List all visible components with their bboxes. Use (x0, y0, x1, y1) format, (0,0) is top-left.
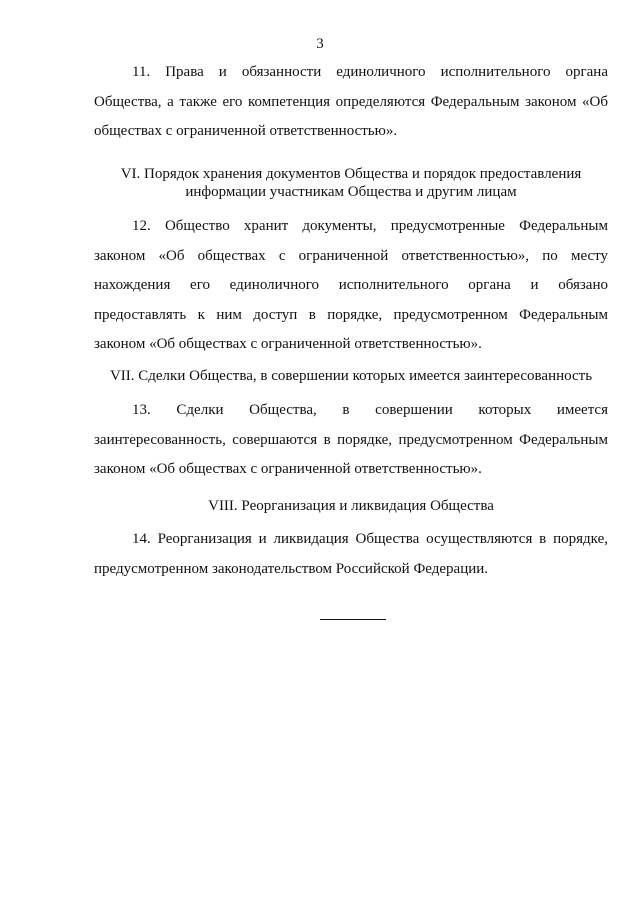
paragraph-11: 11. Права и обязанности единоличного исполнительного органа Общества, а также его компетенция определяются Федеральным законом «Об обществах с ограниченной ответственностью». (94, 64, 608, 139)
section-heading-vii: VII. Сделки Общества, в совершении которых имеется заинтересованность (109, 368, 593, 384)
section-heading-vi-line2: информации участникам Общества и другим лицам (185, 184, 517, 200)
section-heading-vi (94, 165, 608, 201)
page-number: 3 (316, 36, 324, 52)
end-separator-line (320, 619, 386, 620)
section-heading-viii: VIII. Реорганизация и ликвидация Общества (208, 498, 494, 514)
paragraph-14: 14. Реорганизация и ликвидация Общества осуществляются в порядке, предусмотренном законодательством Российской Федерации. (94, 531, 608, 577)
paragraph-12: 12. Общество хранит документы, предусмотренные Федеральным законом «Об обществах с ограниченной ответственностью», по месту нахождения его единоличного исполнительного органа и обязано предоставлять к ним доступ в порядке, предусмотренном Федеральным законом «Об обществах с ограниченной ответственностью». (94, 218, 608, 352)
paragraph-13: 13. Сделки Общества, в совершении которых имеется заинтересованность, совершаются в порядке, предусмотренном Федеральным законом «Об обществах с ограниченной ответственностью». (94, 402, 608, 477)
section-heading-vi-line1: VI. Порядок хранения документов Общества и порядок предоставления (120, 166, 582, 182)
